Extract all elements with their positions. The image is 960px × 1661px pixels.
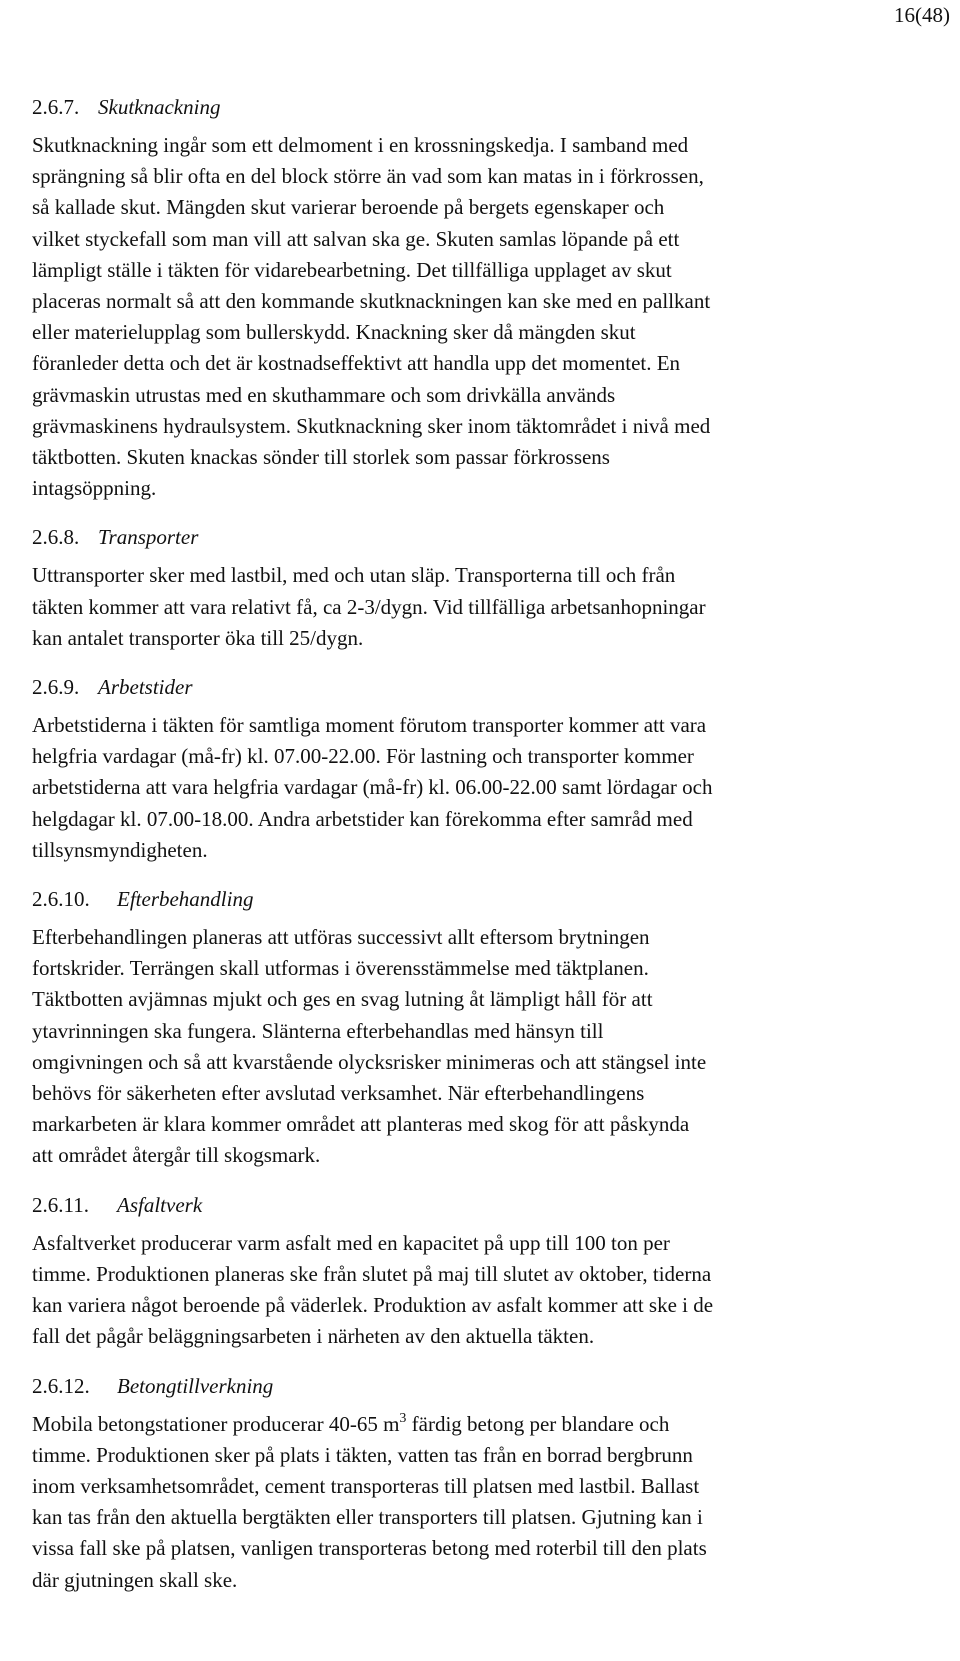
section-heading [32,1371,892,1401]
section-number: 2.6.9. [32,675,80,700]
section-title: Arbetstider [98,675,193,700]
section-skutknackning [32,92,892,504]
section-number: 2.6.10. [32,887,90,912]
paragraph-line: omgivningen och så att kvarstående olycksrisker minimeras och att stängsel inte [32,1049,707,1074]
line-text: färdig betong per blandare och [406,1411,670,1436]
section-number: 2.6.7. [32,95,80,119]
section-paragraph [32,1228,892,1353]
paragraph-line: grävmaskinens hydraulsystem. Skutknackning sker inom täktområdet i nivå med [32,413,711,438]
paragraph-line: Asfaltverket producerar varm asfalt med en kapacitet på upp till 100 ton per [32,1230,670,1255]
paragraph-line: markarbeten är klara kommer området att planteras med skog för att påskynda [32,1112,690,1137]
paragraph-line: intagsöppning. [32,476,157,501]
section-arbetstider [32,672,892,866]
paragraph-lines [32,1440,892,1596]
paragraph-line: vissa fall ske på platsen, vanligen transporteras betong med roterbil till den plats [32,1536,707,1561]
paragraph-line: ytavrinningen ska fungera. Slänterna efterbehandlas med hänsyn till [32,1018,604,1043]
paragraph-line: vilket styckefall som man vill att salvan ska ge. Skuten samlas löpande på ett [32,226,680,251]
section-asfaltverk [32,1190,892,1353]
section-title: Efterbehandling [117,887,254,912]
section-paragraph [32,130,892,504]
section-number: 2.6.8. [32,525,80,550]
section-number: 2.6.12. [32,1373,90,1398]
document-body [32,92,892,1614]
paragraph-line: täkten kommer att vara relativt få, ca 2-3/dygn. Vid tillfälliga arbetsanhopningar [32,594,706,619]
paragraph-line: Arbetstiderna i täkten för samtliga moment förutom transporter kommer att vara [32,713,707,738]
paragraph-line: Efterbehandlingen planeras att utföras successivt allt eftersom brytningen [32,925,650,950]
paragraph-line: inom verksamhetsområdet, cement transporteras till platsen med lastbil. Ballast [32,1473,700,1498]
paragraph-line: Täktbotten avjämnas mjukt och ges en svag lutning åt lämpligt håll för att [32,987,653,1012]
paragraph-line: att området återgår till skogsmark. [32,1143,321,1168]
paragraph-line: timme. Produktionen planeras ske från slutet på maj till slutet av oktober, tiderna [32,1261,712,1286]
section-title: Asfaltverk [117,1192,203,1217]
paragraph-line: fall det pågår beläggningsarbeten i närheten av den aktuella täkten. [32,1324,595,1349]
section-paragraph [32,710,892,866]
section-title: Transporter [98,525,199,550]
paragraph-line: lämpligt ställe i täkten för vidarebearbetning. Det tillfälliga upplaget av skut [32,257,672,282]
paragraph-line: täktbotten. Skuten knackas sönder till storlek som passar förkrossens [32,445,610,470]
paragraph-line: fortskrider. Terrängen skall utformas i överensstämmelse med täktplanen. [32,956,649,981]
paragraph-line: helgdagar kl. 07.00-18.00. Andra arbetstider kan förekomma efter samråd med [32,806,693,831]
paragraph-line: sprängning så blir ofta en del block större än vad som kan matas in i förkrossen, [32,164,704,189]
paragraph-line [32,1409,892,1440]
paragraph-line: kan variera något beroende på väderlek. Produktion av asfalt kommer att ske i de [32,1293,714,1318]
section-paragraph [32,560,892,654]
paragraph-line: där gjutningen skall ske. [32,1567,238,1592]
paragraph-line: Skutknackning ingår som ett delmoment i en krossningskedja. I samband med [32,133,689,157]
paragraph-line: kan tas från den aktuella bergtäkten eller transporters till platsen. Gjutning kan i [32,1505,703,1530]
paragraph-line: tillsynsmyndigheten. [32,837,208,862]
section-transporter [32,522,892,654]
superscript: 3 [399,1410,407,1426]
section-heading [32,92,892,122]
paragraph-line: timme. Produktionen sker på plats i täkten, vatten tas från en borrad bergbrunn [32,1442,693,1467]
section-paragraph [32,922,892,1172]
section-heading [32,1190,892,1220]
line-text: Mobila betongstationer producerar 40-65 m [32,1411,400,1436]
paragraph-line: Uttransporter sker med lastbil, med och utan släp. Transporterna till och från [32,563,676,588]
page-number: 16(48) [894,3,950,27]
paragraph-line: kan antalet transporter öka till 25/dygn. [32,625,364,650]
section-title: Betongtillverkning [117,1373,274,1398]
paragraph-line: behövs för säkerheten efter avslutad verksamhet. När efterbehandlingens [32,1081,645,1106]
section-title: Skutknackning [98,95,221,119]
section-heading [32,672,892,702]
section-heading [32,884,892,914]
section-number: 2.6.11. [32,1192,89,1217]
paragraph-line: grävmaskin utrustas med en skuthammare och som drivkälla används [32,382,616,407]
paragraph-line: föranleder detta och det är kostnadseffektivt att handla upp det momentet. En [32,351,681,376]
paragraph-line: så kallade skut. Mängden skut varierar beroende på bergets egenskaper och [32,195,665,220]
paragraph-line: arbetstiderna att vara helgfria vardagar (må-fr) kl. 06.00-22.00 samt lördagar och [32,775,713,800]
paragraph-line: placeras normalt så att den kommande skutknackningen kan ske med en pallkant [32,289,711,314]
section-efterbehandling [32,884,892,1172]
paragraph-line: eller materielupplag som bullerskydd. Knackning sker då mängden skut [32,320,636,345]
section-betongtillverkning [32,1371,892,1596]
paragraph-line: helgfria vardagar (må-fr) kl. 07.00-22.00. För lastning och transporter kommer [32,744,694,769]
section-paragraph [32,1409,892,1596]
section-heading [32,522,892,552]
